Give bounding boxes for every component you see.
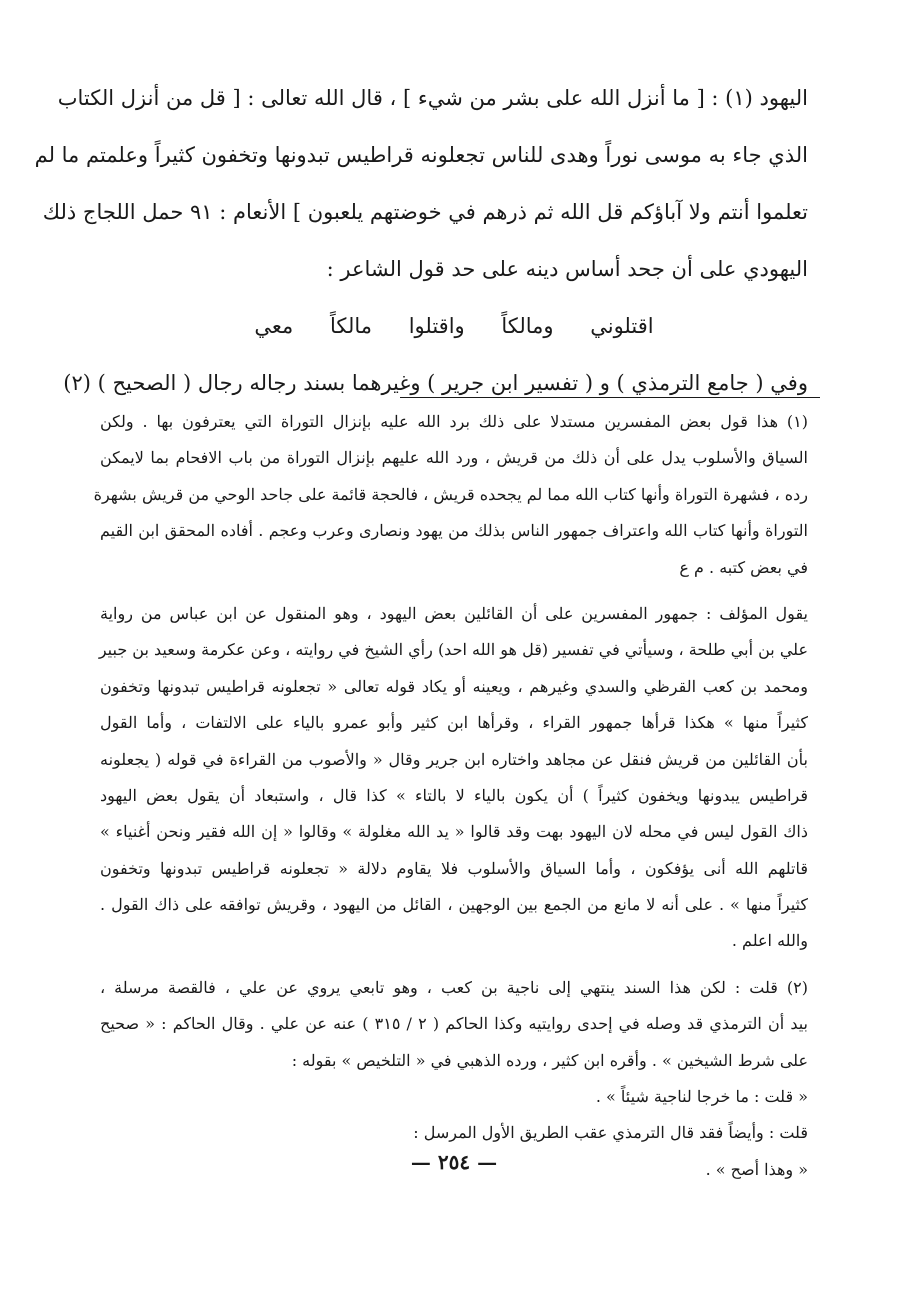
footnote-divider	[400, 397, 820, 398]
footnote-line: بيد أن الترمذي قد وصله في إحدى روايتيه وكذا الحاكم ( ٢ / ٣١٥ ) عنه عن علي . وقال الحاكم : « صحيح	[100, 1014, 808, 1034]
footnote-1	[93, 404, 809, 586]
page-number: — ٢٥٤ —	[410, 1150, 498, 1174]
footnote-line: كثيراً منها » هكذا قرأها جمهور القراء ، وقرأها ابن كثير وأبو عمرو بالياء على الالتفات ، وأما القول	[100, 713, 808, 733]
footnote-line: « قلت : ما خرجا لناجية شيئاً » .	[595, 1087, 808, 1107]
poetry-verse: اقتلوني ومالكاً واقتلوا مالكاً معي	[254, 314, 654, 338]
main-text-line: وفي ( جامع الترمذي ) و ( تفسير ابن جرير ) وغيرهما بسند رجاله رجال ( الصحيح ) (٢)	[63, 371, 808, 395]
author-note	[100, 596, 808, 960]
footnote-line: على شرط الشيخين » . وأقره ابن كثير ، ورده الذهبي في « التلخيص » بقوله :	[291, 1050, 808, 1070]
footnote-line: كثيراً منها » . على أنه لا مانع من الجمع بين الوجهين ، القائل من اليهود ، وقريش توافقه على ذاك القول .	[100, 895, 809, 915]
footnote-line: بأن القائلين من قريش فنقل عن مجاهد واختاره ابن جرير وقال « والأصوب من القراءة في قوله ( يجعلونه	[100, 749, 808, 769]
footnote-line: قلت : وأيضاً فقد قال الترمذي عقب الطريق الأول المرسل :	[413, 1123, 808, 1143]
footnote-line: رده ، فشهرة التوراة وأنها كتاب الله مما لم يجحده قريش ، فالحجة قائمة على جاحد الوحي من قريش بشهرة	[93, 484, 808, 504]
footnote-line: التوراة وأنها كتاب الله واعتراف جمهور الناس بذلك من يهود ونصارى وعرب وعجم . أفاده المحقق ابن القيم	[100, 521, 808, 541]
footnote-line: السياق والأسلوب يدل على أن ذلك من قريش ، ورد الله عليهم بإنزال التوراة من باب الافحام بما لايمكن	[100, 448, 808, 468]
footnote-line: ذاك القول ليس في محله لان اليهود بهت وقد قالوا « يد الله مغلولة » وقالوا « إن الله فقير ونحن أغنياء »	[100, 822, 808, 842]
footnote-line: (١) هذا قول بعض المفسرين مستدلا على ذلك برد الله عليه بإنزال التوراة التي يعترفون بها . ولكن	[100, 412, 809, 431]
main-text-line: تعلموا أنتم ولا آباؤكم قل الله ثم ذرهم في خوضتهم يلعبون ] الأنعام : ٩١ حمل اللجاج ذلك	[42, 200, 808, 224]
footnote-line: في بعض كتبه . م ع	[679, 557, 808, 577]
footnotes	[93, 404, 809, 1188]
main-text	[34, 70, 808, 412]
footnote-line: قاتلهم الله أنى يؤفكون ، وأما السياق والأسلوب فلا يقاوم دلالة « تجعلونه قراطيس تبدونها وتخفون	[100, 858, 808, 878]
footnote-line: ومحمد بن كعب القرظي والسدي وغيرهم ، ويعينه أو يكاد قوله تعالى « تجعلونه قراطيس تبدونها وتخفون	[100, 676, 808, 696]
footnote-line: والله اعلم .	[731, 931, 808, 951]
footnote-line: يقول المؤلف : جمهور المفسرين على أن القائلين بعض اليهود ، وهو المنقول عن ابن عباس من رواية	[100, 603, 808, 623]
footnote-line: علي بن أبي طلحة ، وسيأتي في تفسير (قل هو الله احد) رأي الشيخ في روايته ، وعن عكرمة وسعيد بن جبير	[98, 640, 808, 660]
main-text-line: اليهودي على أن جحد أساس دينه على حد قول الشاعر :	[326, 257, 808, 281]
footnote-line: (٢) قلت : لكن هذا السند ينتهي إلى ناجية بن كعب ، وهو تابعي يروي عن علي ، فالقصة مرسلة ،	[100, 977, 808, 997]
footnote-line: قراطيس يبدونها ويخفون كثيراً ) أن يكون بالياء لا بالتاء » كذا قال ، واستبعاد أن يقول بعض اليهود	[100, 785, 809, 805]
main-text-line: اليهود (١) : [ ما أنزل الله على بشر من شيء ] ، قال الله تعالى : [ قل من أنزل الكتاب	[57, 86, 808, 110]
main-text-line: الذي جاء به موسى نوراً وهدى للناس تجعلونه قراطيس تبدونها وتخفون كثيراً وعلمتم ما لم	[34, 143, 808, 167]
footnote-line: « وهذا أصح » .	[705, 1159, 808, 1179]
